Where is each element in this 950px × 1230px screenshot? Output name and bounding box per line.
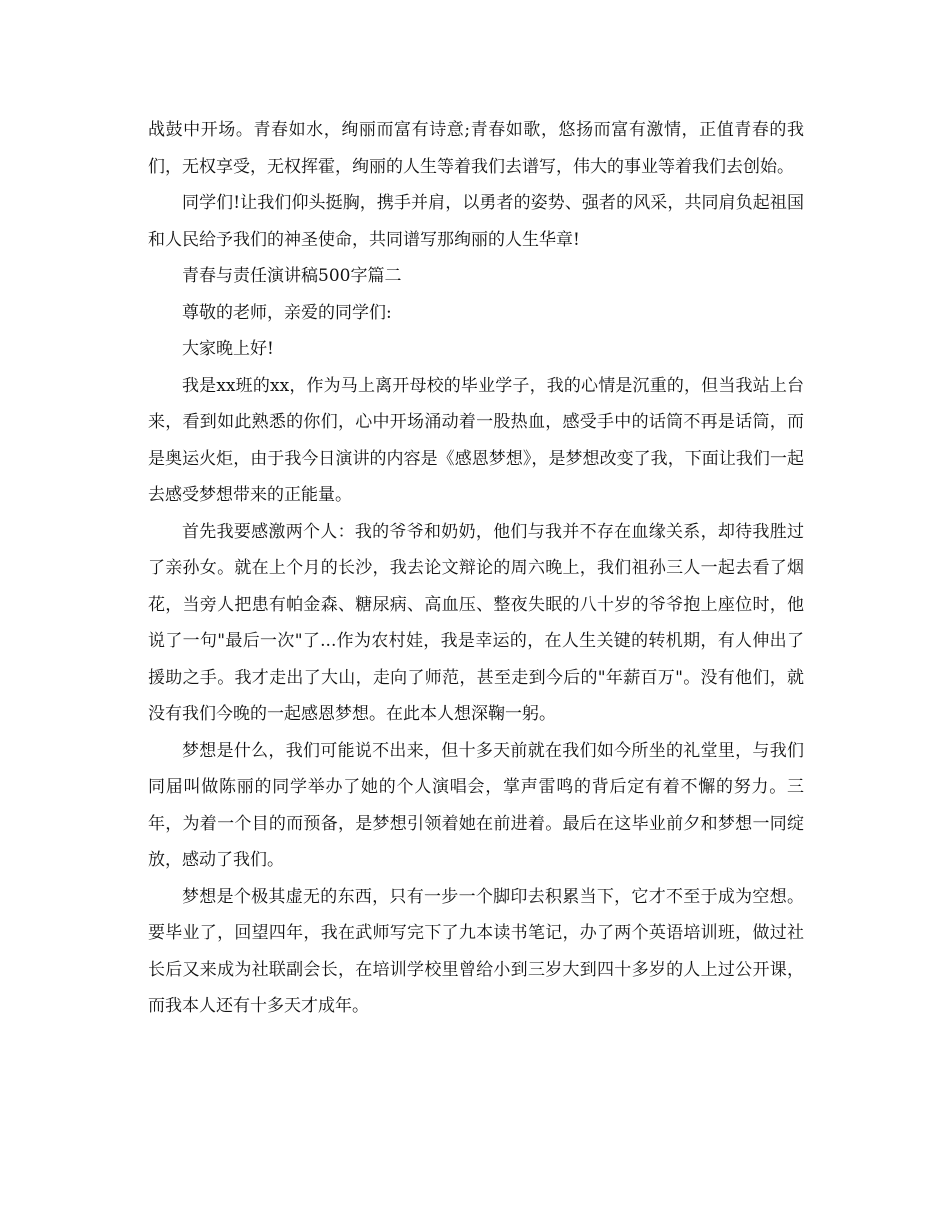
paragraph-dream-effort: 梦想是个极其虚无的东西，只有一步一个脚印去积累当下，它才不至于成为空想。要毕业了，回望四年，我在武师写完下了九本读书笔记，办了两个英语培训班，做过社长后又来成为社联副会长，在培训学校里曾给小到三岁大到四十多岁的人上过公开课，而我本人还有十多天才成年。 xyxy=(148,886,804,1016)
greeting-salutation: 尊敬的老师，亲爱的同学们: xyxy=(182,302,392,323)
paragraph-intro: 我是xx班的xx，作为马上离开母校的毕业学子，我的心情是沉重的，但当我站上台来，看到如此熟悉的你们，心中开场涌动着一股热血，感受手中的话筒不再是话筒，而是奥运火炬，由于我今日演讲的内容是《感恩梦想》，是梦想改变了我，下面让我们一起去感受梦想带来的正能量。 xyxy=(148,375,804,505)
paragraph-continuation: 战鼓中开场。青春如水，绚丽而富有诗意;青春如歌，悠扬而富有激情，正值青春的我们，无权享受，无权挥霍，绚丽的人生等着我们去谱写，伟大的事业等着我们去创始。 xyxy=(148,120,804,177)
greeting-evening: 大家晚上好! xyxy=(182,339,274,359)
paragraph-call-to-action: 同学们!让我们仰头挺胸，携手并肩，以勇者的姿势、强者的风采，共同肩负起祖国和人民给予我们的神圣使命，共同谱写那绚丽的人生华章! xyxy=(148,193,804,250)
paragraph-dream-example: 梦想是什么，我们可能说不出来，但十多天前就在我们如今所坐的礼堂里，与我们同届叫做陈丽的同学举办了她的个人演唱会，掌声雷鸣的背后定有着不懈的努力。三年，为着一个目的而预备，是梦想引领着她在前进着。最后在这毕业前夕和梦想一同绽放，感动了我们。 xyxy=(148,740,804,870)
document-body xyxy=(148,112,804,1025)
paragraph-gratitude: 首先我要感激两个人：我的爷爷和奶奶，他们与我并不存在血缘关系，却待我胜过了亲孙女。就在上个月的长沙，我去论文辩论的周六晚上，我们祖孙三人一起去看了烟花，当旁人把患有帕金森、糖尿病、高血压、整夜失眠的八十岁的爷爷抱上座位时，他说了一句"最后一次"了...作为农村娃，我是幸运的，在人生关键的转机期，有人伸出了援助之手。我才走出了大山，走向了师范，甚至走到今后的"年薪百万"。没有他们，就没有我们今晚的一起感恩梦想。在此本人想深鞠一躬。 xyxy=(148,521,804,724)
section-title: 青春与责任演讲稿500字篇二 xyxy=(182,266,402,286)
